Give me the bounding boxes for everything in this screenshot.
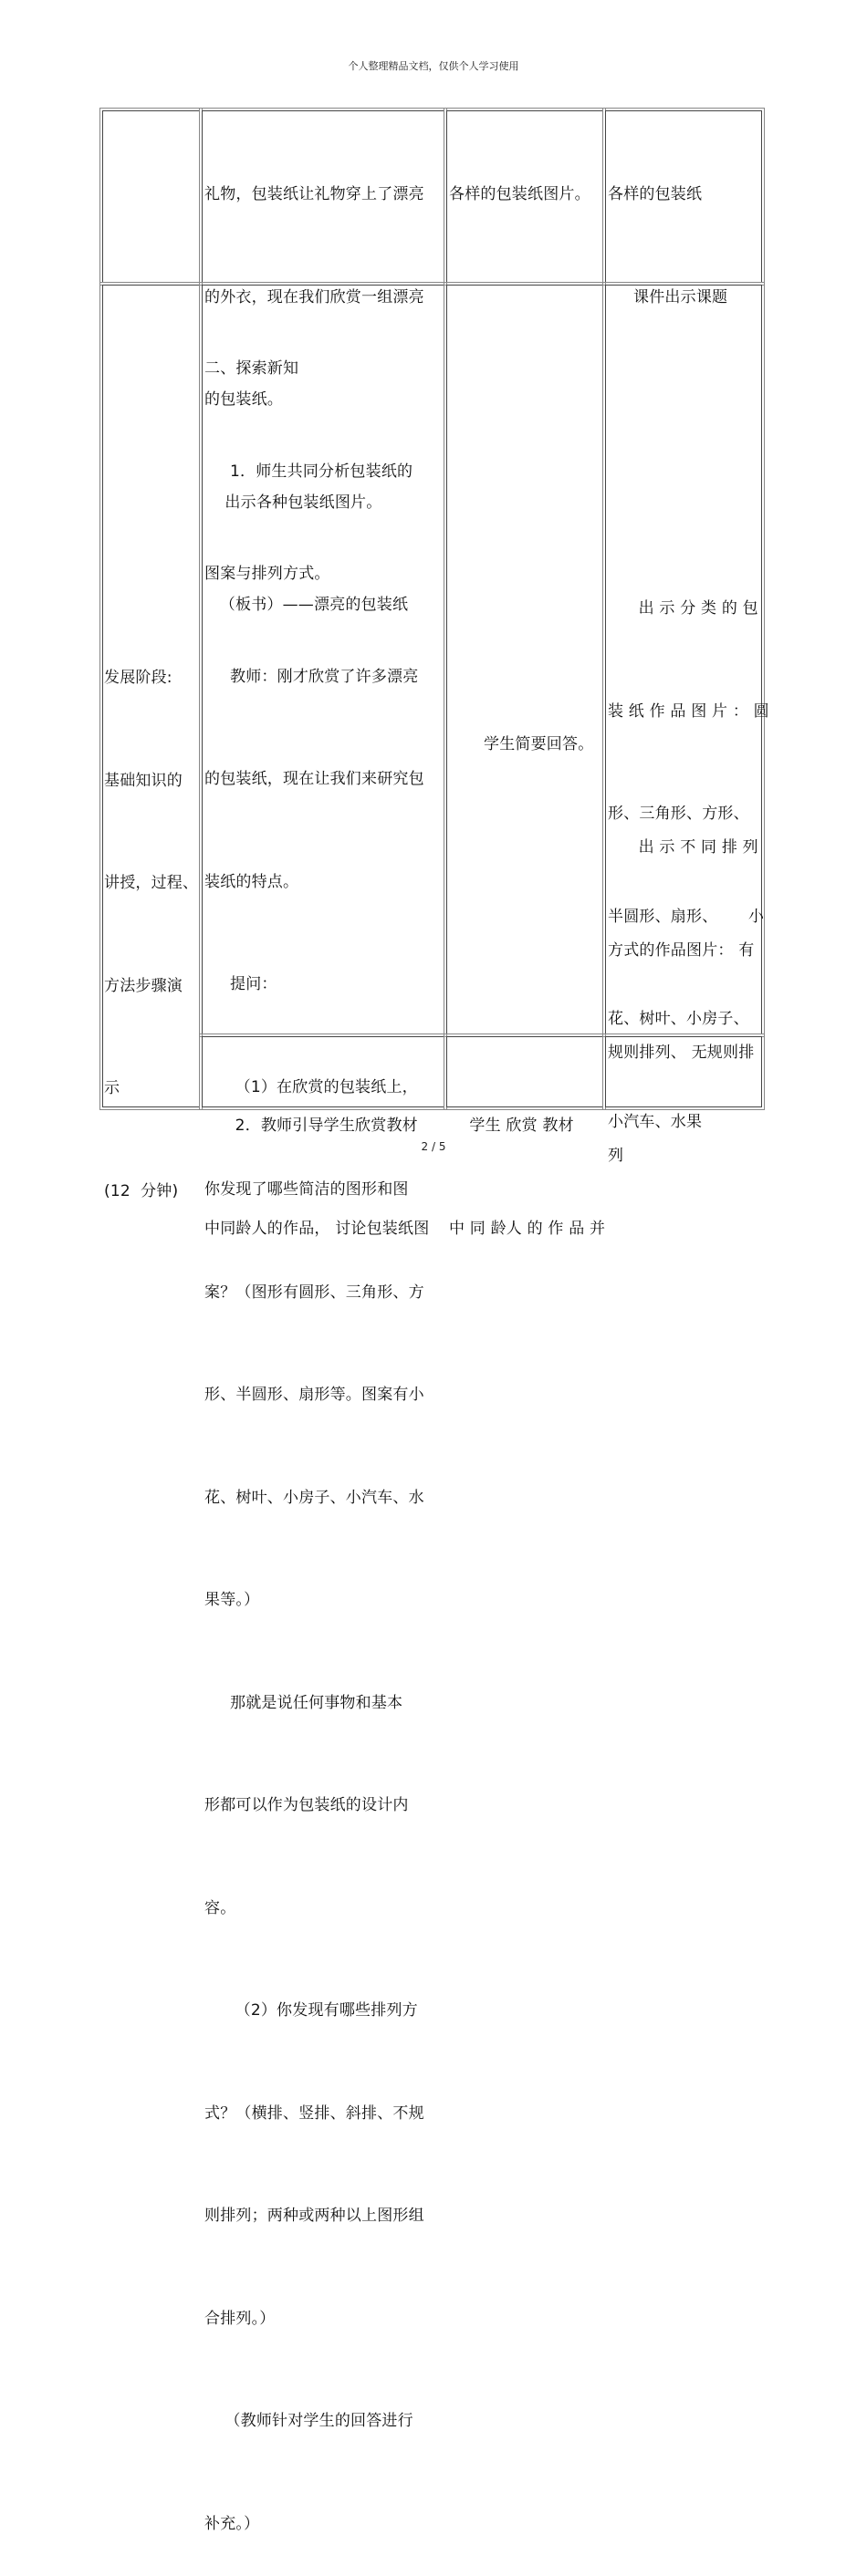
row1-stage-cell (102, 110, 200, 283)
text-line: 课件出示课题 (608, 287, 728, 306)
text-line: 装纸的特点。 (204, 872, 299, 891)
text-line: 提问： (204, 975, 277, 993)
text-line: 你发现了哪些简洁的图形和图 (204, 1180, 409, 1199)
text-line: 图案与排列方式。 (204, 565, 330, 583)
text-line: 案？（图形有圆形、三角形、方 (204, 1283, 424, 1302)
text-line: 发展阶段: (104, 669, 172, 687)
page-header: 个人整理精品文档，仅供个人学习使用 (348, 60, 519, 72)
text-line: 形都可以作为包装纸的设计内 (204, 1796, 409, 1814)
text-line: 礼物，包装纸让礼物穿上了漂亮 (204, 185, 424, 203)
text-line: 中同龄人的作品， 讨论包装纸图 (204, 1219, 430, 1238)
row3-content-text (204, 1041, 429, 1281)
text-line: 2．教师引导学生欣赏教材 (204, 1117, 418, 1135)
text-line: 形、半圆形、扇形等。图案有小 (204, 1386, 424, 1404)
text-line: 二、探索新知 (204, 359, 299, 378)
text-line: 基础知识的 (104, 771, 183, 790)
row2-student-text (449, 660, 593, 796)
text-line: 出示各种包装纸图片。 (204, 493, 382, 512)
text-line: 果等。） (204, 1591, 260, 1609)
row1-student-text (449, 109, 590, 246)
text-line: 容。 (204, 1898, 236, 1917)
text-line: 出 示 分 类 的 包 (608, 599, 758, 618)
text-line: 示 (104, 1079, 120, 1097)
text-line: 合排列。） (204, 2309, 276, 2328)
text-line: 的外衣，现在我们欣赏一组漂亮 (204, 287, 424, 306)
text-line: 装 纸 作 品 图 片 ： 圆 (608, 701, 769, 721)
text-line: 花、树叶、小房子、小汽车、水 (204, 1488, 424, 1507)
row2-content-text (204, 284, 424, 2576)
text-line: 各样的包装纸图片。 (449, 185, 590, 203)
text-line: （板书）——漂亮的包装纸 (204, 596, 409, 614)
text-line: 1．师生共同分析包装纸的 (204, 462, 413, 481)
text-line: 规则排列、 无规则排 (608, 1044, 755, 1062)
text-line: （1）在欣赏的包装纸上， (204, 1077, 418, 1096)
text-line: 补充。） (204, 2514, 260, 2533)
text-line: 中 同 龄人 的 作 品 并 (449, 1219, 606, 1238)
text-line: 形、三角形、方形、 (608, 805, 749, 823)
row1-media-text (608, 109, 727, 349)
text-line: 学生简要回答。 (484, 735, 594, 753)
text-line: 半圆形、扇形、 小 (608, 907, 765, 926)
text-line: 方式的作品图片： 有 (608, 940, 755, 960)
text-line: 的包装纸。 (204, 390, 283, 409)
text-line: 那就是说任何事物和基本 (204, 1693, 403, 1712)
page-number: 2 / 5 (421, 1140, 446, 1153)
text-line: （教师针对学生的回答进行 (204, 2412, 413, 2430)
text-line: 小汽车、水果 (608, 1112, 703, 1131)
text-line: 的包装纸，现在让我们来研究包 (204, 770, 424, 788)
text-line: 式？（横排、竖排、斜排、不规 (204, 2103, 424, 2123)
text-line: 则排列；两种或两种以上图形组 (204, 2207, 424, 2225)
text-line: 花、树叶、小房子、 (608, 1010, 749, 1028)
text-line: 列 (608, 1146, 624, 1165)
text-line: 教师：刚才欣赏了许多漂亮 (204, 667, 419, 686)
text-line: 学生 欣赏 教材 (449, 1117, 574, 1135)
text-line: 出 示 不 同 排 列 (608, 838, 758, 857)
row3-student-text (449, 1041, 605, 1281)
text-line: 讲授，过程、 (104, 874, 199, 892)
text-line: 各样的包装纸 (608, 185, 703, 203)
text-line: （2）你发现有哪些排列方 (204, 2001, 418, 2020)
text-line: (12 分钟) (104, 1181, 179, 1200)
text-line: 方法步骤演 (104, 976, 183, 995)
